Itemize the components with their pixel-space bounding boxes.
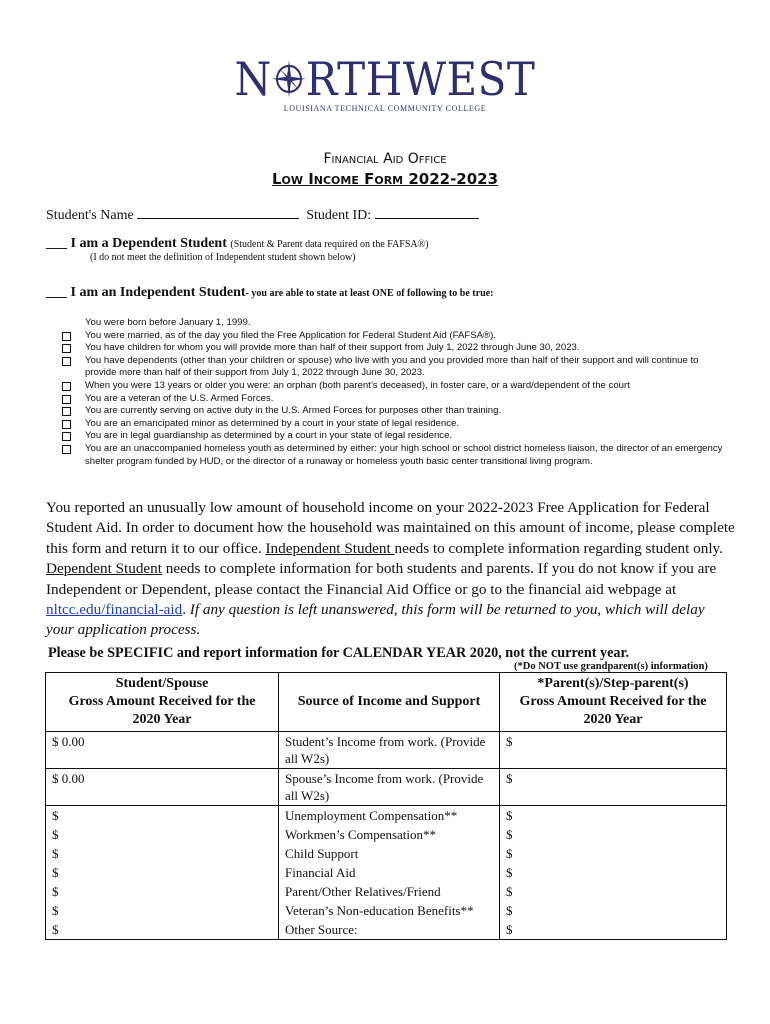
parent-amount-cell[interactable]: $ — [499, 882, 726, 901]
criteria-item: When you were 13 years or older you were: an orphan (both parent’s deceased), in foster care, or a ward/dependent of the court — [62, 380, 732, 393]
college-logo — [0, 53, 770, 113]
criteria-item: You are in legal guardianship as determined by a court in your state of legal residence. — [62, 430, 732, 443]
grandparent-note: (*Do NOT use grandparent(s) information) — [514, 661, 708, 672]
table-row — [46, 882, 727, 901]
table-row — [46, 825, 727, 844]
checkbox[interactable] — [62, 382, 71, 391]
criteria-item: You are currently serving on active duty in the U.S. Armed Forces for purposes other than training. — [62, 405, 732, 418]
checkbox[interactable] — [62, 432, 71, 441]
checkbox[interactable] — [62, 357, 71, 366]
instructions-paragraph: You reported an unusually low amount of household income on your 2022-2023 Free Application for Federal Student Aid. In order to document how the household was maintained on this amount of income, please complete this form and return it to our office. Independent Student needs to complete information regarding student only. Dependent Student needs to complete information for both students and parents. If you do not know if you are Independent or Dependent, please contact the Financial Aid Office or go to the financial aid webpage at nltcc.edu/financial-aid. If any question is left unanswered, this form will be returned to you, which will delay your application process. — [46, 499, 735, 639]
table-row — [46, 732, 727, 769]
calendar-year-instruction: Please be SPECIFIC and report information for CALENDAR YEAR 2020, not the current year. — [48, 645, 629, 661]
office-title: Financial Aid Office — [323, 151, 447, 167]
table-row — [46, 844, 727, 863]
student-column-header: Student/Spouse Gross Amount Received for the 2020 Year — [46, 673, 279, 732]
checkbox[interactable] — [62, 395, 71, 404]
independent-student-text: Independent Student — [265, 539, 395, 557]
independent-option[interactable] — [46, 285, 493, 301]
compass-star-icon — [272, 58, 306, 95]
independent-blank[interactable]: ___ — [46, 285, 67, 300]
source-cell: Parent/Other Relatives/Friend — [279, 882, 500, 901]
student-info-line — [46, 206, 479, 224]
financial-aid-link[interactable]: nltcc.edu/financial-aid — [46, 601, 183, 619]
table-header-row — [46, 673, 727, 732]
form-title: Low Income Form 2022-2023 — [271, 170, 499, 188]
dependent-blank[interactable]: ___ — [46, 236, 67, 251]
student-amount-cell[interactable]: $ — [46, 806, 279, 826]
source-cell: Financial Aid — [279, 863, 500, 882]
parent-amount-cell[interactable]: $ — [499, 769, 726, 806]
student-amount-cell[interactable]: $ — [46, 901, 279, 920]
source-cell: Other Source: — [279, 920, 500, 940]
criteria-item: You are an emancipated minor as determined by a court in your state of legal residence. — [62, 418, 732, 431]
logo-subtitle: LOUISIANA TECHNICAL COMMUNITY COLLEGE — [283, 104, 487, 113]
student-amount-cell[interactable]: $ — [46, 920, 279, 940]
checkbox[interactable] — [62, 332, 71, 341]
student-amount-cell[interactable]: $ — [46, 844, 279, 863]
source-cell: Workmen’s Compensation** — [279, 825, 500, 844]
student-amount-cell[interactable]: $ 0.00 — [46, 732, 279, 769]
criteria-item: You are an unaccompanied homeless youth as determined by either: your high school or school district homeless liaison, the director of an emergency shelter program funded by HUD, or the director of a runaway or homeless youth basic center transitional living program. — [62, 443, 732, 468]
parent-amount-cell[interactable]: $ — [499, 732, 726, 769]
parent-amount-cell[interactable]: $ — [499, 920, 726, 940]
checkbox[interactable] — [62, 420, 71, 429]
criteria-item: You have dependents (other than your children or spouse) who live with you and you provided more than half of their support and will continue to provide more than half of their support from July 1, 2022 through June 30, 2023. — [62, 355, 732, 380]
income-table — [45, 672, 727, 940]
parent-column-header: *Parent(s)/Step-parent(s) Gross Amount Received for the 2020 Year — [499, 673, 726, 732]
warning-text: If any question is left unanswered, this form will be returned to you, which will delay your application process — [46, 601, 705, 639]
dependent-note: (Student & Parent data required on the FAFSA®) — [230, 239, 429, 250]
independent-criteria-list — [62, 317, 732, 468]
source-cell: Spouse’s Income from work. (Provide all W2s) — [279, 769, 500, 806]
criteria-item: You were born before January 1, 1999. — [85, 317, 251, 328]
table-row — [46, 863, 727, 882]
table-row — [46, 920, 727, 940]
criteria-item: You have children for whom you will provide more than half of their support from July 1, 2022 through June 30, 2023. — [62, 342, 732, 355]
student-id-field[interactable] — [375, 206, 479, 219]
dependent-subnote: (I do not meet the definition of Independent student shown below) — [90, 252, 356, 263]
student-amount-cell[interactable]: $ — [46, 863, 279, 882]
parent-amount-cell[interactable]: $ — [499, 863, 726, 882]
checkbox[interactable] — [62, 445, 71, 454]
logo-wordmark: N RTHWEST — [234, 53, 536, 106]
table-row — [46, 806, 727, 826]
student-amount-cell[interactable]: $ — [46, 825, 279, 844]
independent-label: I am an Independent Student — [70, 285, 246, 300]
checkbox[interactable] — [62, 344, 71, 353]
source-cell: Veteran’s Non-education Benefits** — [279, 901, 500, 920]
dependent-label: I am a Dependent Student — [70, 236, 227, 251]
student-amount-cell[interactable]: $ 0.00 — [46, 769, 279, 806]
parent-amount-cell[interactable]: $ — [499, 901, 726, 920]
parent-amount-cell[interactable]: $ — [499, 806, 726, 826]
independent-note: - you are able to state at least ONE of following to be true: — [245, 288, 494, 299]
table-row — [46, 769, 727, 806]
criteria-item: You are a veteran of the U.S. Armed Forces. — [62, 393, 732, 406]
table-row — [46, 901, 727, 920]
checkbox[interactable] — [62, 407, 71, 416]
criteria-item: You were married, as of the day you filed the Free Application for Federal Student Aid (FAFSA®). — [62, 330, 732, 343]
source-column-header: Source of Income and Support — [279, 673, 500, 732]
parent-amount-cell[interactable]: $ — [499, 825, 726, 844]
source-cell: Child Support — [279, 844, 500, 863]
student-id-label: Student ID: — [306, 208, 372, 223]
source-cell: Unemployment Compensation** — [279, 806, 500, 826]
student-name-label: Student's Name — [46, 208, 134, 223]
dependent-student-text: Dependent Student — [46, 560, 162, 578]
source-cell: Student’s Income from work. (Provide all W2s) — [279, 732, 500, 769]
student-amount-cell[interactable]: $ — [46, 882, 279, 901]
dependent-option[interactable] — [46, 236, 429, 252]
student-name-field[interactable] — [137, 206, 299, 219]
parent-amount-cell[interactable]: $ — [499, 844, 726, 863]
